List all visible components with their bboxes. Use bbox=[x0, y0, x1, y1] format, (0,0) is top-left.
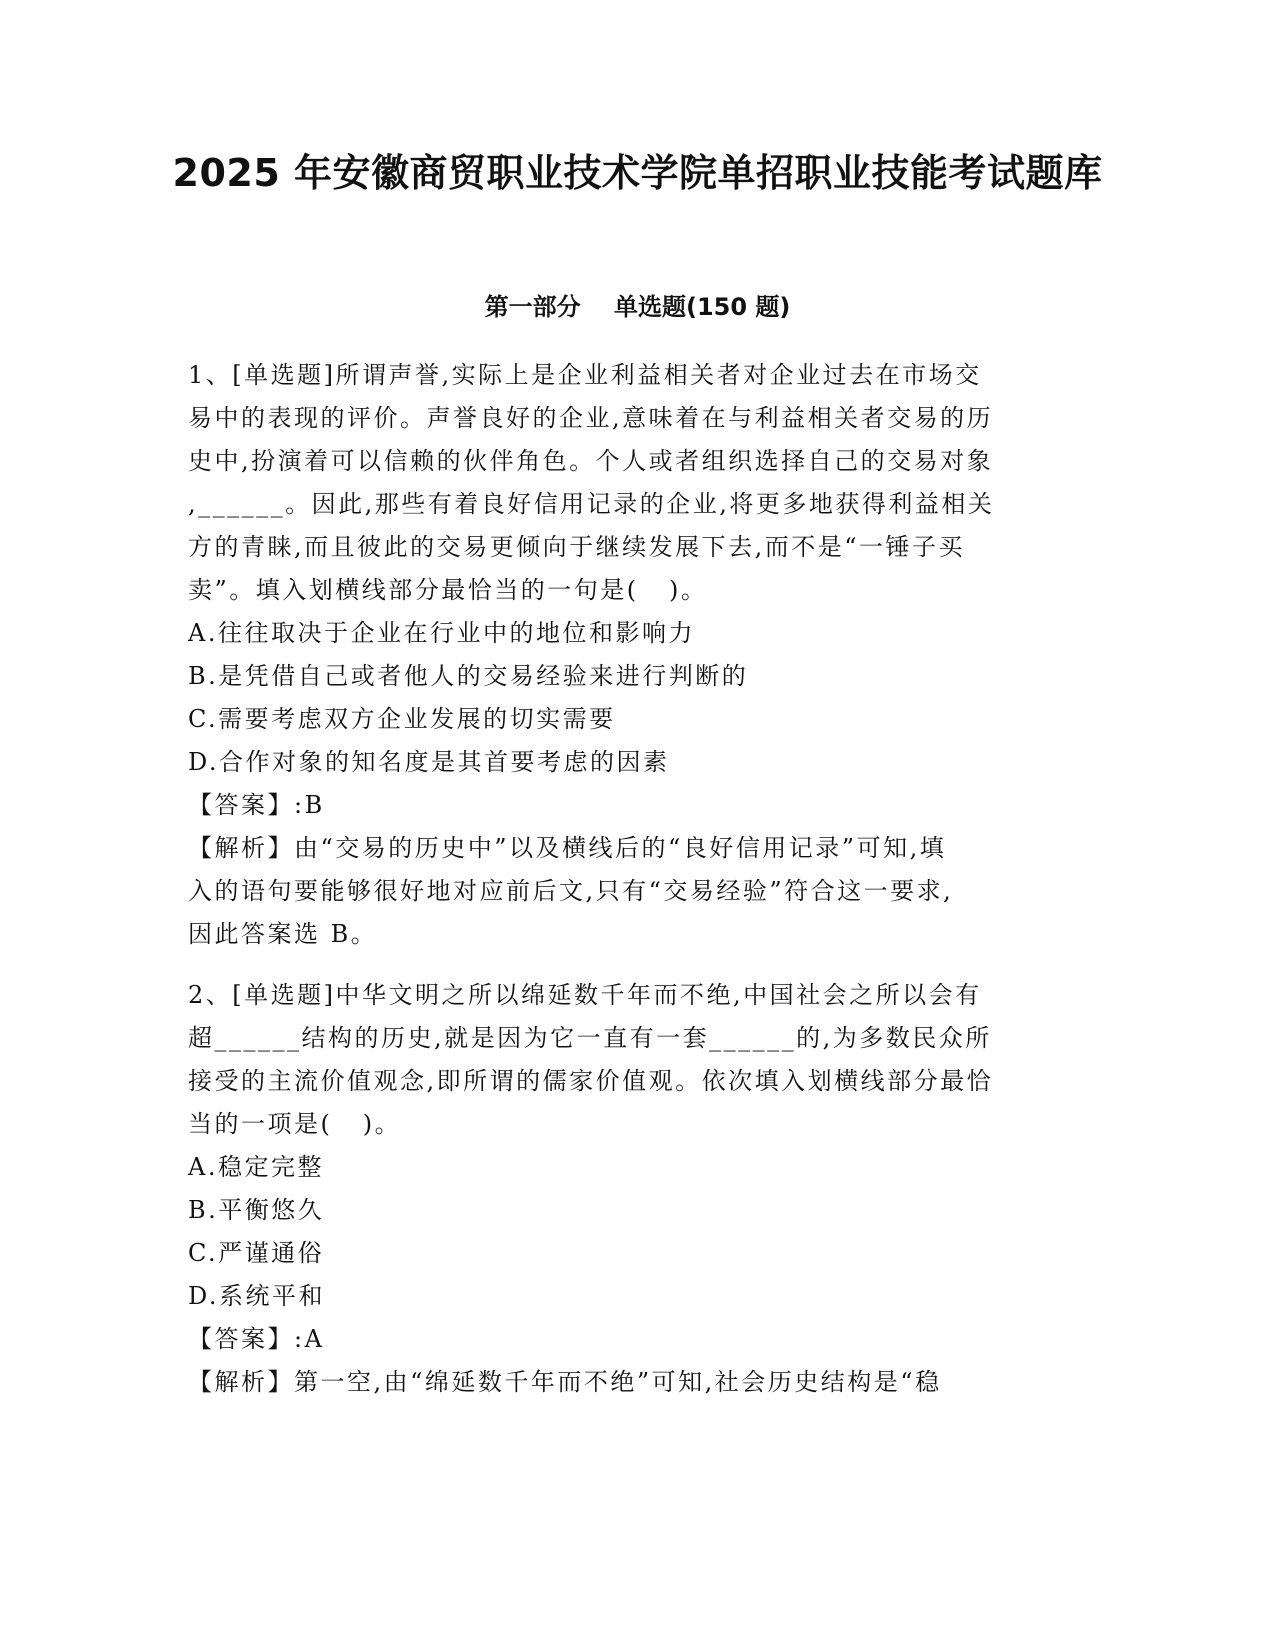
question-stem-line: ,______。因此,那些有着良好信用记录的企业,将更多地获得利益相关 bbox=[188, 490, 995, 518]
option-d: D.合作对象的知名度是其首要考虑的因素 bbox=[188, 748, 670, 776]
question-stem-line: 易中的表现的评价。声誉良好的企业,意味着在与利益相关者交易的历 bbox=[188, 404, 994, 432]
analysis-line: 入的语句要能够很好地对应前后文,只有“交易经验”符合这一要求, bbox=[188, 877, 954, 905]
option-c: C.严谨通俗 bbox=[188, 1239, 325, 1267]
question-1 bbox=[188, 354, 1088, 956]
option-b: B.平衡悠久 bbox=[188, 1196, 325, 1224]
option-d: D.系统平和 bbox=[188, 1282, 326, 1310]
answer-line: 【答案】:B bbox=[188, 791, 325, 819]
answer-line: 【答案】:A bbox=[188, 1325, 325, 1353]
question-stem-line: 卖”。填入划横线部分最恰当的一句是( )。 bbox=[188, 576, 708, 604]
analysis-line: 因此答案选 B。 bbox=[188, 920, 378, 948]
question-2 bbox=[188, 974, 1088, 1404]
question-stem-line: 超______结构的历史,就是因为它一直有一套______的,为多数民众所 bbox=[188, 1024, 992, 1052]
question-stem-line: 当的一项是( )。 bbox=[188, 1110, 402, 1138]
analysis-line: 【解析】第一空,由“绵延数千年而不绝”可知,社会历史结构是“稳 bbox=[188, 1368, 942, 1396]
question-stem-line: 接受的主流价值观念,即所谓的儒家价值观。依次填入划横线部分最恰 bbox=[188, 1067, 994, 1095]
option-c: C.需要考虑双方企业发展的切实需要 bbox=[188, 705, 616, 733]
analysis-line: 【解析】由“交易的历史中”以及横线后的“良好信用记录”可知,填 bbox=[188, 834, 947, 862]
option-a: A.往往取决于企业在行业中的地位和影响力 bbox=[188, 619, 695, 647]
section-heading: 第一部分 单选题(150 题) bbox=[484, 293, 791, 321]
question-stem-line: 2、[单选题]中华文明之所以绵延数千年而不绝,中国社会之所以会有 bbox=[188, 981, 982, 1009]
question-stem-line: 方的青睐,而且彼此的交易更倾向于继续发展下去,而不是“一锤子买 bbox=[188, 533, 966, 561]
document-title: 2025 年安徽商贸职业技术学院单招职业技能考试题库 bbox=[172, 151, 1103, 195]
option-b: B.是凭借自己或者他人的交易经验来进行判断的 bbox=[188, 662, 749, 690]
question-stem-line: 1、[单选题]所谓声誉,实际上是企业利益相关者对企业过去在市场交 bbox=[188, 361, 982, 389]
question-stem-line: 史中,扮演着可以信赖的伙伴角色。个人或者组织选择自己的交易对象 bbox=[188, 447, 994, 475]
option-a: A.稳定完整 bbox=[188, 1153, 324, 1181]
